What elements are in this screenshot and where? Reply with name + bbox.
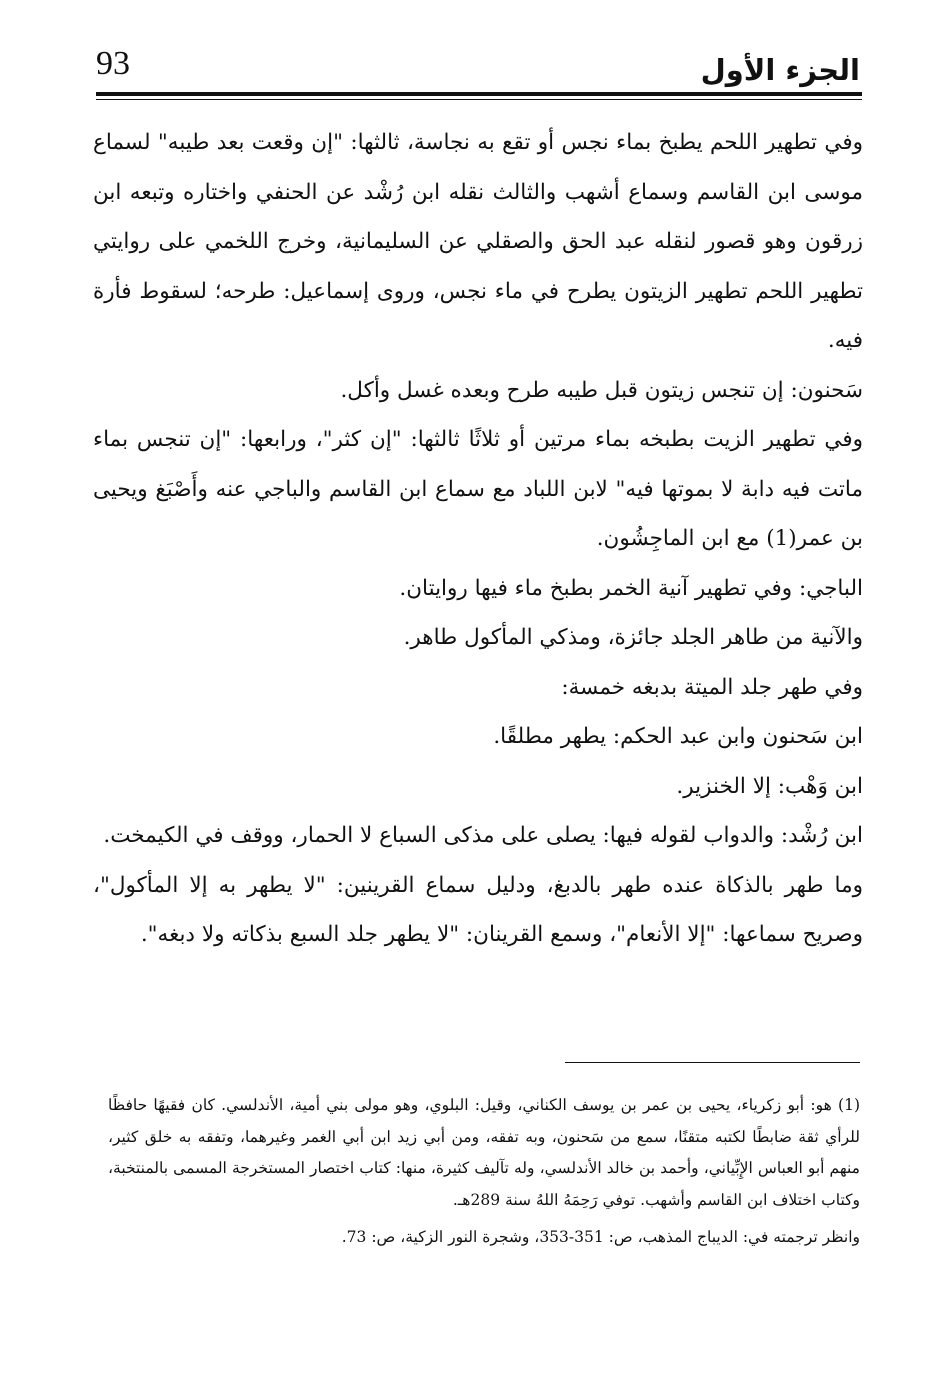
page-number: 93 (96, 45, 130, 82)
paragraph: سَحنون: إن تنجس زيتون قبل طيبه طرح وبعده غسل وأكل. (340, 377, 863, 403)
paragraph: وفي تطهير الزيت بطبخه بماء مرتين أو ثلاثًا ثالثها: "إن كثر"، ورابعها: "إن تنجس بماء ماتت فيه دابة لا بموتها فيه" لابن اللباد مع سماع ابن القاسم والباجي عنه وأَصْبَغ ويحيى بن عمر(1) مع ابن الماجِشُون. (93, 427, 863, 551)
paragraph: وما طهر بالذكاة عنده طهر بالدبغ، ودليل سماع القرينين: "لا يطهر به إلا المأكول"، وصريح سماعها: "إلا الأنعام"، وسمع القرينان: "لا يطهر جلد السبع بذكاته ولا دبغه". (93, 872, 863, 947)
header-rule-thin (96, 99, 862, 100)
header-rule-thick (96, 92, 862, 96)
paragraph: الباجي: وفي تطهير آنية الخمر بطبخ ماء فيها روايتان. (399, 575, 863, 601)
footnote: (1) هو: أبو زكرياء، يحيى بن عمر بن يوسف الكناني، وقيل: البلوي، وهو مولى بني أمية، الأندلسي. كان فقيهًا حافظًا للرأي ثقة ضابطًا لكتبه متقنًا، سمع من سَحنون، وبه تفقه، ومن أبي زيد ابن أبي الغمر وغيرهما، وتفقه به خلق كثير، منهم أبو العباس الإِبِّياني، وأحمد بن خالد الأندلسي، وله تآليف كثيرة، منها: كتاب اختصار المستخرجة المسمى بالمنتخبة، وكتاب اختلاف ابن القاسم وأشهب. توفي رَحِمَهُ اللهُ سنة 289هـ. (108, 1096, 860, 1209)
footnote-reference: وانظر ترجمته في: الديباج المذهب، ص: 351-353، وشجرة النور الزكية، ص: 73. (341, 1228, 860, 1246)
paragraph: ابن رُشْد: والدواب لقوله فيها: يصلى على مذكى السباع لا الحمار، ووقف في الكيمخت. (103, 823, 863, 848)
footnote-separator (565, 1062, 860, 1063)
paragraph: ابن سَحنون وابن عبد الحكم: يطهر مطلقًا. (493, 724, 863, 749)
paragraph: وفي طهر جلد الميتة بدبغه خمسة: (561, 674, 863, 700)
running-title: الجزء الأول (700, 53, 860, 87)
footnotes (108, 1090, 860, 1254)
paragraph: والآنية من طاهر الجلد جائزة، ومذكي المأكول طاهر. (403, 625, 863, 650)
paragraph: ابن وَهْب: إلا الخنزير. (676, 773, 863, 799)
main-text (93, 118, 863, 960)
paragraph: وفي تطهير اللحم يطبخ بماء نجس أو تقع به نجاسة، ثالثها: "إن وقعت بعد طيبه" لسماع موسى ابن القاسم وسماع أشهب والثالث نقله ابن رُشْد عن الحنفي واختاره وتبعه ابن زرقون وهو قصور لنقله عبد الحق والصقلي عن السليمانية، وخرج اللخمي على روايتي تطهير اللحم تطهير الزيتون يطرح في ماء نجس، وروى إسماعيل: طرحه؛ لسقوط فأرة فيه. (93, 130, 863, 353)
